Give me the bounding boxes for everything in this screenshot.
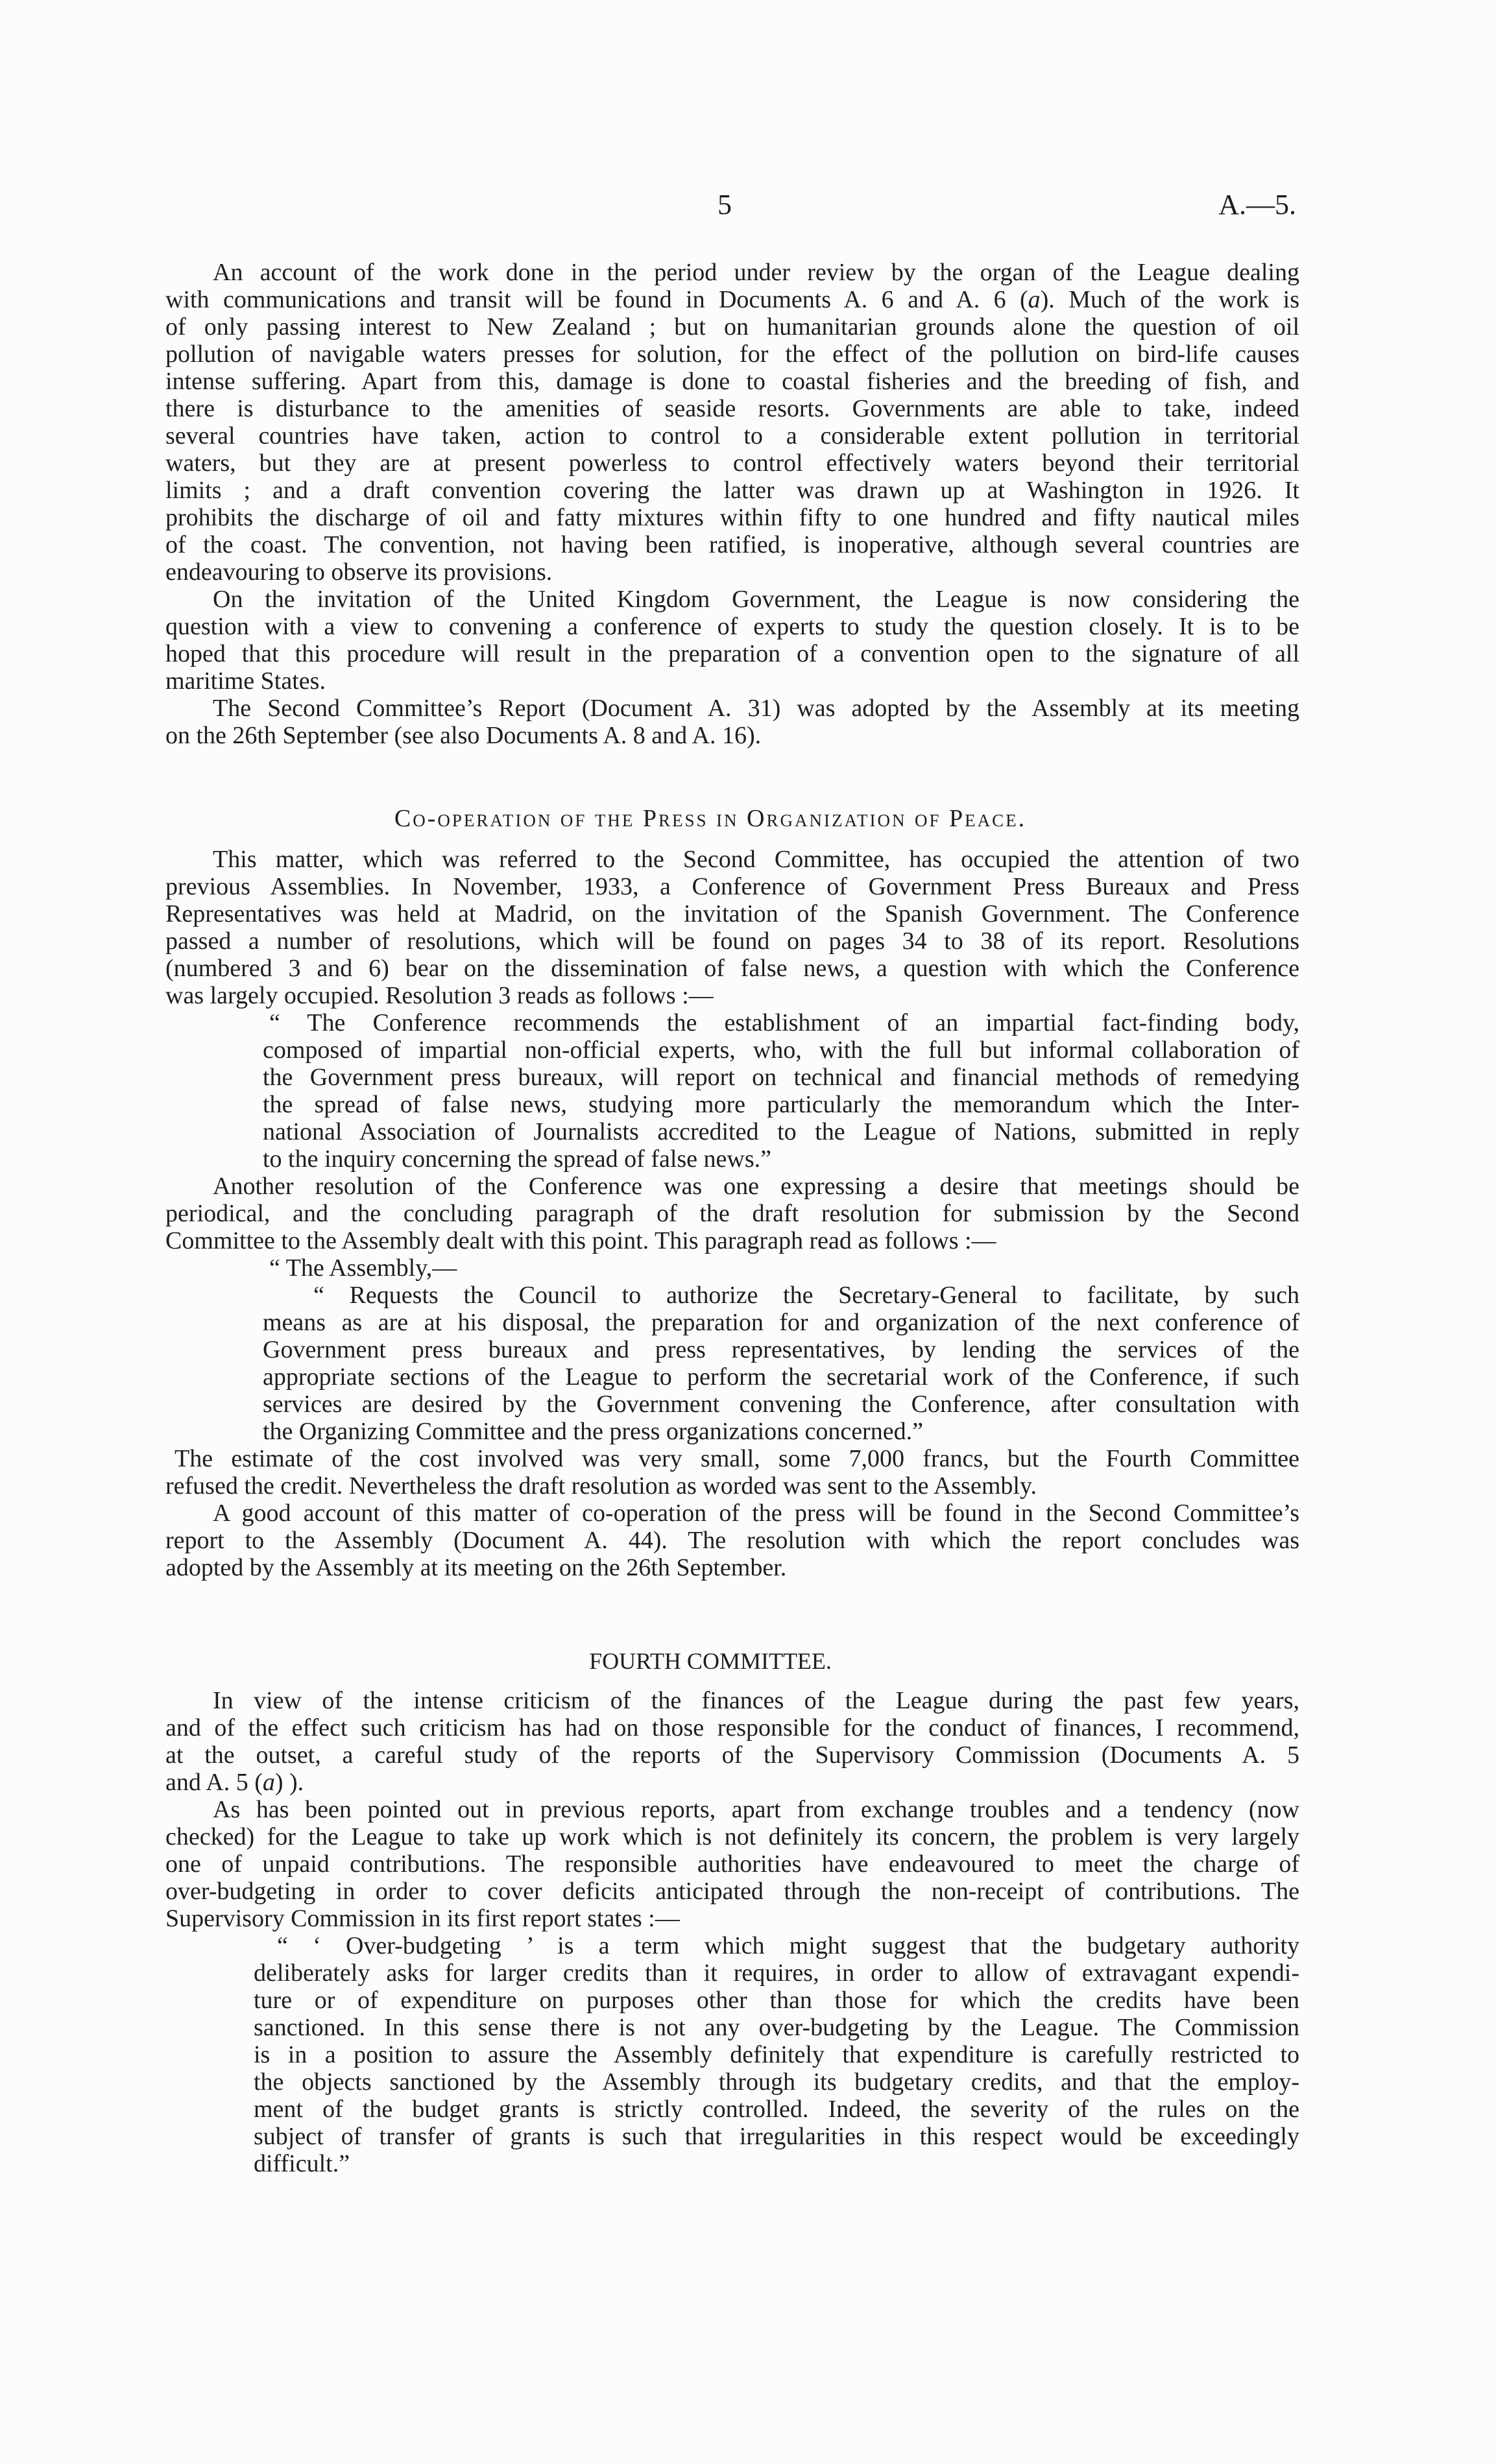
text-line: This matter, which was referred to the Second Committee, has occupied the attention of two <box>213 846 1299 873</box>
paragraph-oil-pollution <box>165 259 1299 586</box>
text-line: composed of impartial non-official experts, who, with the full but informal collaboration of <box>263 1036 1299 1064</box>
text-line: In view of the intense criticism of the finances of the League during the past few years, <box>213 1687 1299 1714</box>
text-line: pollution of navigable waters presses for solution, for the effect of the pollution on bird-life causes <box>165 341 1299 368</box>
text-line: to the inquiry concerning the spread of false news.” <box>263 1145 772 1173</box>
text-line: Government press bureaux and press representatives, by lending the services of the <box>263 1336 1299 1363</box>
text-line: limits ; and a draft convention covering the latter was drawn up at Washington in 1926. It <box>165 477 1299 504</box>
text-line: Representatives was held at Madrid, on the invitation of the Spanish Government. The Conference <box>165 900 1299 927</box>
text-line: The estimate of the cost involved was very small, some 7,000 francs, but the Fourth Committee <box>175 1445 1299 1472</box>
italic-segment: a <box>262 1769 275 1796</box>
text-line: services are desired by the Government convening the Conference, after consultation with <box>263 1391 1299 1418</box>
text-line: adopted by the Assembly at its meeting on the 26th September. <box>165 1554 787 1581</box>
paragraph-uk-invitation <box>165 586 1299 695</box>
transit-section <box>165 259 1299 749</box>
text-line: ment of the budget grants is strictly controlled. Indeed, the severity of the rules on the <box>254 2096 1299 2123</box>
paragraph-cost-estimate <box>165 1445 1299 1500</box>
section-heading-fourth-committee: FOURTH COMMITTEE. <box>589 1648 832 1674</box>
text-line: the Organizing Committee and the press organizations concerned.” <box>263 1418 923 1445</box>
text-line: (numbered 3 and 6) bear on the dissemination of false news, a question with which the Conference <box>165 955 1299 982</box>
text-line: Another resolution of the Conference was one expressing a desire that meetings should be <box>213 1173 1299 1200</box>
text-line <box>165 1769 1299 1796</box>
text-line: several countries have taken, action to control to a considerable extent pollution in territorial <box>165 422 1299 449</box>
text-line: means as are at his disposal, the preparation for and organization of the next conference of <box>263 1309 1299 1336</box>
text-segment: ). Much of the work is <box>1040 286 1299 313</box>
text-line: and of the effect such criticism has had on those responsible for the conduct of finances, I recommend, <box>165 1714 1299 1741</box>
text-line: Committee to the Assembly dealt with this point. This paragraph read as follows :— <box>165 1227 996 1254</box>
text-line: passed a number of resolutions, which will be found on pages 34 to 38 of its report. Resolutions <box>165 927 1299 955</box>
text-line: maritime States. <box>165 667 326 695</box>
text-line: the objects sanctioned by the Assembly through its budgetary credits, and that the employ- <box>254 2068 1299 2096</box>
fourth-committee-section <box>165 1687 1299 2177</box>
text-line: of the coast. The convention, not having been ratified, is inoperative, although several countries are <box>165 531 1299 558</box>
text-line: previous Assemblies. In November, 1933, a Conference of Government Press Bureaux and Press <box>165 873 1299 900</box>
text-segment: ) ). <box>274 1769 304 1796</box>
text-line: there is disturbance to the amenities of seaside resorts. Governments are able to take, indeed <box>165 395 1299 422</box>
text-line: subject of transfer of grants is such that irregularities in this respect would be exceedingly <box>254 2123 1299 2150</box>
text-line: the spread of false news, studying more particularly the memorandum which the Inter- <box>263 1091 1299 1118</box>
text-line: endeavouring to observe its provisions. <box>165 558 553 586</box>
press-section <box>165 846 1299 1581</box>
text-line: of only passing interest to New Zealand ; but on humanitarian grounds alone the question of oil <box>165 313 1299 341</box>
paragraph-recommendation <box>165 1687 1299 1796</box>
paragraph-press-report <box>165 1500 1299 1581</box>
text-segment: with communications and transit will be found in Documents A. 6 and A. 6 ( <box>165 286 1028 313</box>
page-number: 5 <box>718 189 732 221</box>
text-line: at the outset, a careful study of the reports of the Supervisory Commission (Documents A. 5 <box>165 1741 1299 1769</box>
text-line: appropriate sections of the League to perform the secretarial work of the Conference, if such <box>263 1363 1299 1391</box>
text-segment: and A. 5 ( <box>165 1769 263 1796</box>
text-line: The Second Committee’s Report (Document A. 31) was adopted by the Assembly at its meeting <box>213 695 1299 722</box>
text-line: one of unpaid contributions. The responsible authorities have endeavoured to meet the charge of <box>165 1850 1299 1878</box>
text-line: refused the credit. Nevertheless the draft resolution as worded was sent to the Assembly. <box>165 1472 1037 1500</box>
text-line: on the 26th September (see also Documents A. 8 and A. 16). <box>165 722 762 749</box>
text-line: the Government press bureaux, will report on technical and financial methods of remedying <box>263 1064 1299 1091</box>
block-quote-resolution-3 <box>263 1009 1299 1173</box>
text-line: is in a position to assure the Assembly definitely that expenditure is carefully restricted to <box>254 2041 1299 2068</box>
text-line: waters, but they are at present powerless to control effectively waters beyond their territorial <box>165 449 1299 477</box>
block-quote-assembly <box>263 1254 1299 1445</box>
text-line: intense suffering. Apart from this, damage is done to coastal fisheries and the breeding of fish, and <box>165 368 1299 395</box>
paragraph-over-budgeting <box>165 1796 1299 1932</box>
text-line: over-budgeting in order to cover deficits anticipated through the non-receipt of contributions. The <box>165 1878 1299 1905</box>
text-line: “ The Assembly,— <box>269 1254 457 1282</box>
paragraph-another-resolution <box>165 1173 1299 1254</box>
text-line: national Association of Journalists accredited to the League of Nations, submitted in reply <box>263 1118 1299 1145</box>
text-line: report to the Assembly (Document A. 44). The resolution with which the report concludes was <box>165 1527 1299 1554</box>
section-heading-press: Co-operation of the Press in Organization of Peace. <box>394 805 1027 832</box>
block-quote-supervisory-commission <box>254 1932 1299 2177</box>
text-line: prohibits the discharge of oil and fatty mixtures within fifty to one hundred and fifty nautical miles <box>165 504 1299 531</box>
document-reference: A.—5. <box>1218 189 1296 221</box>
text-line: “ Requests the Council to authorize the Secretary-General to facilitate, by such <box>313 1282 1299 1309</box>
text-line: ture or of expenditure on purposes other than those for which the credits have been <box>254 1987 1299 2014</box>
paragraph-second-committee-report <box>165 695 1299 749</box>
text-line: periodical, and the concluding paragraph of the draft resolution for submission by the Second <box>165 1200 1299 1227</box>
text-line: “ The Conference recommends the establishment of an impartial fact-finding body, <box>269 1009 1299 1036</box>
italic-segment: a <box>1028 286 1041 313</box>
text-line: hoped that this procedure will result in the preparation of a convention open to the signature of all <box>165 640 1299 667</box>
text-line: question with a view to convening a conference of experts to study the question closely. It is to be <box>165 613 1299 640</box>
text-line: checked) for the League to take up work which is not definitely its concern, the problem is very largely <box>165 1823 1299 1850</box>
text-line: On the invitation of the United Kingdom Government, the League is now considering the <box>213 586 1299 613</box>
text-line <box>165 286 1299 313</box>
text-line: A good account of this matter of co-operation of the press will be found in the Second Committee’s <box>213 1500 1299 1527</box>
text-line: difficult.” <box>254 2150 350 2177</box>
text-line: Supervisory Commission in its first report states :— <box>165 1905 680 1932</box>
text-line: “ ‘ Over-budgeting ’ is a term which might suggest that the budgetary authority <box>277 1932 1299 1959</box>
text-line: As has been pointed out in previous reports, apart from exchange troubles and a tendency (now <box>213 1796 1299 1823</box>
text-line: sanctioned. In this sense there is not any over-budgeting by the League. The Commission <box>254 2014 1299 2041</box>
paragraph-press-intro <box>165 846 1299 1009</box>
text-line: An account of the work done in the period under review by the organ of the League dealing <box>213 259 1299 286</box>
text-line: deliberately asks for larger credits than it requires, in order to allow of extravagant expendi- <box>254 1959 1299 1987</box>
text-line: was largely occupied. Resolution 3 reads as follows :— <box>165 982 714 1009</box>
